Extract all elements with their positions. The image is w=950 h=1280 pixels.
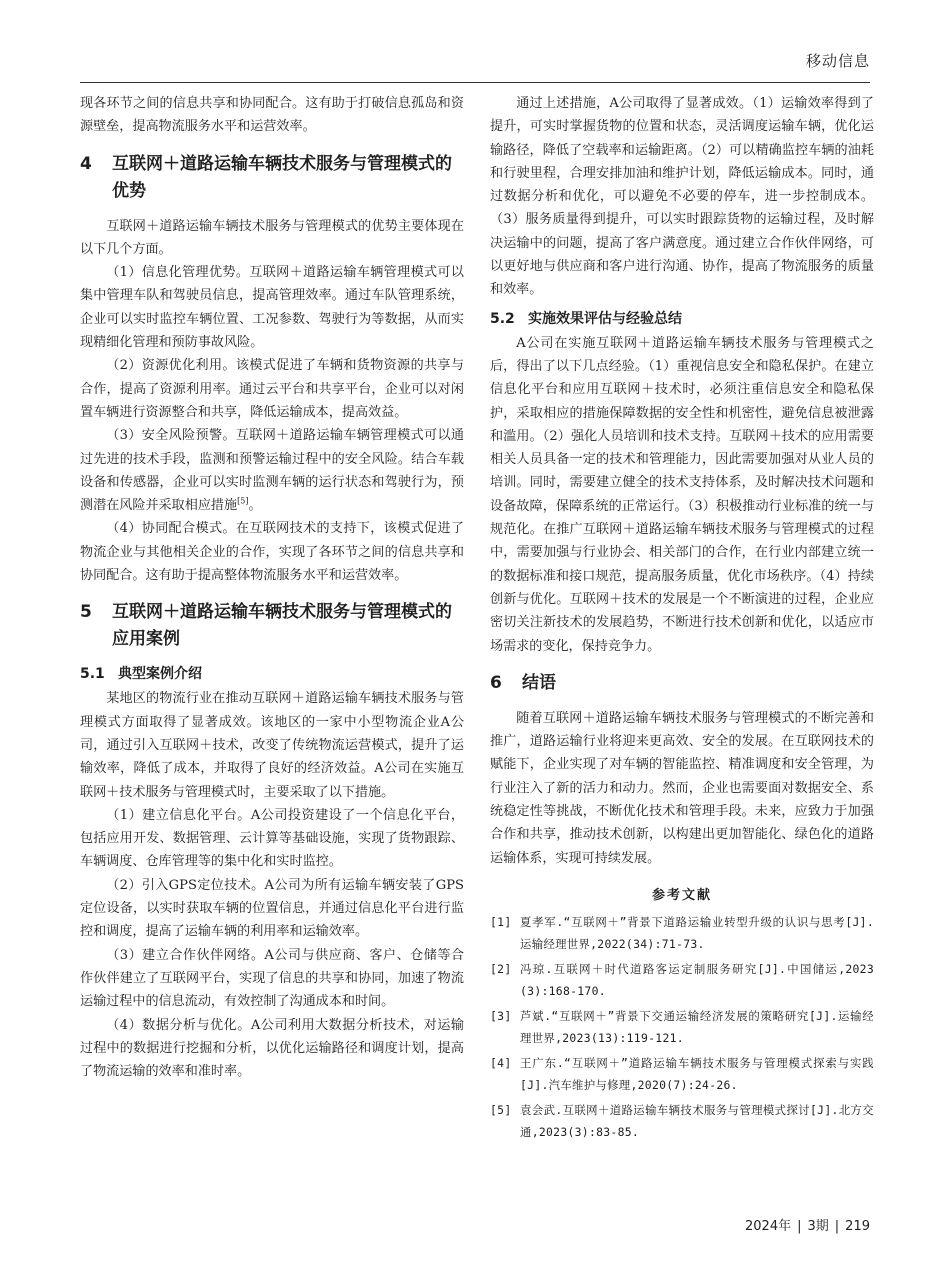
intro-paragraph: 现各环节之间的信息共享和协同配合。这有助于打破信息孤岛和资源壁垒，提高物流服务水平和运营效率。 <box>80 96 464 135</box>
subsection-number: 5.1 <box>80 666 105 683</box>
references-heading: 参考文献 <box>651 887 712 903</box>
reference-text: 冯琼.互联网＋时代道路客运定制服务研究[J].中国储运,2023(3):168-170. <box>520 961 874 998</box>
reference-text: 袁会武.互联网＋道路运输车辆技术服务与管理模式探讨[J].北方交通,2023(3):83-85. <box>520 1102 874 1139</box>
reference-number: [4] <box>490 1055 512 1070</box>
section-title: 互联网＋道路运输车辆技术服务与管理模式的应用案例 <box>112 602 452 650</box>
paragraph: 某地区的物流行业在推动互联网＋道路运输车辆技术服务与管理模式方面取得了显著成效。该地区的一家中小型物流企业A公司，通过引入互联网＋技术，改变了传统物流运营模式，提升了运输效率，降低了成本，并取得了良好的经济效益。A公司在实施互联网＋技术服务与管理模式时，主要采取了以下措施。 <box>80 691 464 800</box>
paragraph: （2）资源优化利用。该模式促进了车辆和货物资源的共享与合作，提高了资源利用率。通过云平台和共享平台，企业可以对闲置车辆进行资源整合和共享，降低运输成本，提高效益。 <box>80 358 464 420</box>
section-number: 6 <box>490 672 502 693</box>
paragraph: （4）协同配合模式。在互联网技术的支持下，该模式促进了物流企业与其他相关企业的合作，实现了各环节之间的信息共享和协同配合。这有助于提高整体物流服务水平和运营效率。 <box>80 521 464 584</box>
reference-item <box>490 958 874 1002</box>
section-title: 结语 <box>522 672 556 693</box>
paragraph: （1）信息化管理优势。互联网＋道路运输车辆管理模式可以集中管理车队和驾驶员信息，提高管理效率。通过车队管理系统，企业可以实时监控车辆位置、工况参数、驾驶行为等数据，从而实现精细化管理和预防事故风险。 <box>80 265 464 351</box>
paragraph: （4）数据分析与优化。A公司利用大数据分析技术，对运输过程中的数据进行挖掘和分析，以优化运输路径和调度计划，提高了物流运输的效率和准时率。 <box>80 1017 464 1080</box>
paragraph: （1）建立信息化平台。A公司投资建设了一个信息化平台，包括应用开发、数据管理、云计算等基础设施，实现了货物跟踪、车辆调度、仓库管理等的集中化和实时监控。 <box>80 807 464 870</box>
page-footer <box>745 1215 870 1234</box>
reference-item <box>490 1052 874 1096</box>
section-number: 4 <box>80 153 92 174</box>
page-number: 219 <box>845 1219 870 1234</box>
reference-text: 夏孝军.“互联网＋”背景下道路运输业转型升级的认识与思考[J].运输经理世界,2022(34):71-73. <box>520 914 874 951</box>
subsection-title: 典型案例介绍 <box>118 666 202 683</box>
issue-number: 3期 <box>807 1219 829 1234</box>
paragraph: （3）建立合作伙伴网络。A公司与供应商、客户、仓储等合作伙伴建立了互联网平台，实现了信息的共享和协同，加速了物流运输过程中的信息流动，有效控制了沟通成本和时间。 <box>80 947 464 1010</box>
reference-item <box>490 1099 874 1143</box>
subsection-5-1-heading <box>80 663 464 685</box>
subsection-title: 实施效果评估与经验总结 <box>528 310 682 327</box>
paragraph: 随着互联网＋道路运输车辆技术服务与管理模式的不断完善和推广，道路运输行业将迎来更高效、安全的发展。在互联网技术的赋能下，企业实现了对车辆的智能监控、精准调度和安全管理，为行业注入了新的活力和动力。然而，企业也需要面对数据安全、系统稳定性等挑战，不断优化技术和管理手段。未来，应致力于加强合作和共享，推动技术创新，以构建出更加智能化、绿色化的道路运输体系，实现可持续发展。 <box>490 710 874 866</box>
subsection-5-2-heading <box>490 308 874 330</box>
footer-separator: | <box>834 1219 840 1234</box>
reference-text: 王广东.“互联网＋”道路运输车辆技术服务与管理模式探索与实践[J].汽车维护与修理,2020(7):24-26. <box>520 1055 874 1092</box>
right-column <box>490 92 874 1146</box>
issue-year: 2024年 <box>745 1219 792 1234</box>
reference-number: [2] <box>490 961 512 976</box>
section-title: 互联网＋道路运输车辆技术服务与管理模式的优势 <box>112 153 452 201</box>
paragraph <box>80 424 464 517</box>
reference-list <box>490 911 874 1143</box>
section-6-heading <box>490 670 874 697</box>
paragraph-text: （3）安全风险预警。互联网＋道路运输车辆管理模式可以通过先进的技术手段，监测和预警运输过程中的安全风险。结合车载设备和传感器，企业可以实时监测车辆的运行状态和驾驶行为，预测潜在风险并采取相应措施 <box>80 428 464 514</box>
reference-number: [3] <box>490 1008 512 1023</box>
reference-item <box>490 911 874 955</box>
paragraph-end: 。 <box>248 498 262 514</box>
citation-marker[interactable]: [5] <box>237 496 249 506</box>
paragraph: （2）引入GPS定位技术。A公司为所有运输车辆安装了GPS定位设备，以实时获取车辆的位置信息，并通过信息化平台进行监控和调度，提高了运输车辆的利用率和运输效率。 <box>80 877 464 940</box>
section-4-heading <box>80 151 464 205</box>
reference-number: [1] <box>490 914 512 929</box>
reference-number: [5] <box>490 1102 512 1117</box>
left-column <box>80 92 464 1083</box>
journal-title: 移动信息 <box>805 52 870 70</box>
results-paragraph: 通过上述措施，A公司取得了显著成效。（1）运输效率得到了提升，可实时掌握货物的位置和状态，灵活调度运输车辆，优化运输路径，降低了空载率和运输距离。（2）可以精确监控车辆的油耗和行驶里程，合理安排加油和维护计划，降低运输成本。同时，通过数据分析和优化，可以避免不必要的停车，进一步控制成本。（3）服务质量得到提升，可以实时跟踪货物的运输过程，及时解决运输中的问题，提高了客户满意度。通过建立合作伙伴网络，可以更好地与供应商和客户进行沟通、协作，提高了物流服务的质量和效率。 <box>490 96 874 298</box>
paragraph: 互联网＋道路运输车辆技术服务与管理模式的优势主要体现在以下几个方面。 <box>80 218 464 257</box>
footer-separator: | <box>797 1219 802 1234</box>
section-number: 5 <box>80 602 92 623</box>
subsection-number: 5.2 <box>490 310 515 327</box>
reference-item <box>490 1005 874 1049</box>
section-5-heading <box>80 599 464 653</box>
paragraph: A公司在实施互联网＋道路运输车辆技术服务与管理模式之后，得出了以下几点经验。（1）重视信息安全和隐私保护。在建立信息化平台和应用互联网＋技术时，必须注重信息安全和隐私保护，采取相应的措施保障数据的安全性和机密性，避免信息被泄露和滥用。（2）强化人员培训和技术支持。互联网＋技术的应用需要相关人员具备一定的技术和管理能力，因此需要加强对从业人员的培训。同时，需要建立健全的技术支持体系，及时解决技术问题和设备故障，保障系统的正常运行。（3）积极推动行业标准的统一与规范化。在推广互联网＋道路运输车辆技术服务与管理模式的过程中，需要加强与行业协会、相关部门的合作，在行业内部建立统一的数据标准和接口规范，提高服务质量，优化市场秩序。（4）持续创新与优化。互联网＋技术的发展是一个不断演进的过程，企业应密切关注新技术的发展趋势，不断进行技术创新和优化，以适应市场需求的变化，保持竞争力。 <box>490 335 874 654</box>
header-divider <box>80 82 870 83</box>
reference-text: 芦斌.“互联网＋”背景下交通运输经济发展的策略研究[J].运输经理世界,2023(13):119-121. <box>520 1008 874 1045</box>
